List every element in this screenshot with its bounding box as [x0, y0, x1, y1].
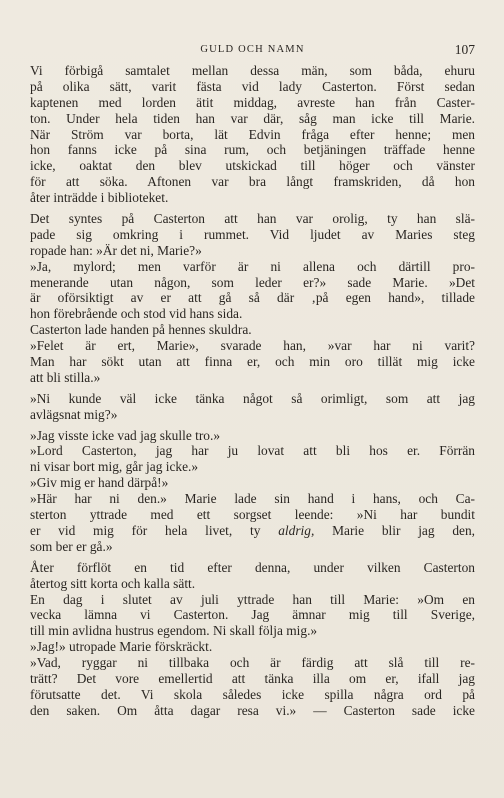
text-line: till min avlidna hustrus egendom. Ni skall följa mig.» [30, 623, 318, 639]
line-tail: Marie blir jag den, [332, 522, 476, 538]
text-line: vecka lämna vi Casterton. Jag ämnar mig till Sverige, [30, 607, 475, 623]
text-line: Det syntes på Casterton att han var orolig, ty han slä- [30, 211, 475, 227]
text-line: »Här har ni den.» Marie lade sin hand i hans, och Ca- [30, 491, 475, 507]
text-line: avlägsnat mig?» [30, 406, 118, 422]
text-line: ton. Under hela tiden han var där, såg man icke till Marie. [30, 110, 475, 126]
text-line: för att söka. Aftonen var bra långt framskriden, då hon [30, 174, 475, 190]
text-line: återtog sitt korta och kalla sätt. [30, 575, 196, 591]
page-header [30, 44, 475, 60]
text-line: »Vad, ryggar ni tillbaka och är färdig att slå till re- [30, 655, 475, 671]
text-line: menerande utan någon, som leder er?» sade Marie. »Det [30, 274, 475, 290]
text-line: När Ström var borta, lät Edvin fråga efter henne; men [30, 126, 475, 142]
text-line: »Jag visste icke vad jag skulle tro.» [30, 427, 221, 443]
text-line: den saken. Om åtta dagar resa vi.» — Casterton sade icke [30, 702, 475, 718]
text-line: »Felet är ert, Marie», svarade han, »var har ni varit? [30, 338, 475, 354]
text-line: ni visar bort mig, går jag icke.» [30, 459, 199, 475]
text-line: sterton yttrade med ett sorgset leende: »Ni har bundit [30, 507, 475, 523]
text-line: pade sig omkring i rummet. Vid ljudet av Maries steg [30, 226, 475, 242]
running-title: GULD OCH NAMN [200, 44, 305, 55]
text-line: hon förebrående och stod vid hans sida. [30, 306, 243, 322]
text-line: trätt? Det vore emellertid att tänka illa om er, ifall jag [30, 670, 475, 686]
text-line: Vi förbigå samtalet mellan dessa män, som båda, ehuru [30, 63, 475, 78]
text-line: »Jag!» utropade Marie förskräckt. [30, 639, 213, 655]
text-line: Casterton lade handen på hennes skuldra. [30, 322, 252, 338]
text-line: kaptenen med lorden ätit middag, avreste han från Caster- [30, 94, 475, 110]
body-text [30, 63, 475, 719]
text-line: Man har sökt utan att finna er, och min oro tillät mig icke [30, 354, 475, 370]
text-line: »Lord Casterton, jag har ju lovat att bli hos er. Förrän [30, 443, 475, 459]
text-line: förutsatte det. Vi skola således icke spilla några ord på [30, 686, 475, 702]
italic-word: aldrig, [278, 522, 315, 538]
text-line: att bli stilla.» [30, 369, 101, 385]
page-number: 107 [454, 42, 475, 57]
text-line: »Ni kunde väl icke tänka något så orimligt, som att jag [30, 390, 475, 406]
text-line-with-italic [30, 523, 475, 539]
text-line: åter inträdde i biblioteket. [30, 190, 169, 206]
text-line: En dag i slutet av juli yttrade han till Marie: »Om en [30, 591, 475, 607]
text-line: Åter förflöt en tid efter denna, under vilken Casterton [30, 559, 475, 575]
text-line: på olika sätt, varit fästa vid lady Casterton. Först sedan [30, 78, 475, 94]
line-head: er vid mig för hela livet, ty [30, 522, 261, 538]
text-line: som ber er gå.» [30, 538, 113, 554]
text-line: icke, oaktat den blev utskickad till höger och vänster [30, 158, 475, 174]
text-line: är oförsiktigt av er att gå så där ‚på egen hand», tillade [30, 290, 475, 306]
text-line: »Ja, mylord; men varför är ni allena och därtill pro- [30, 258, 475, 274]
text-line: hon fanns icke på sina rum, och betjäningen träffade henne [30, 142, 475, 158]
text-line: »Giv mig er hand därpå!» [30, 475, 169, 491]
text-line: ropade han: »Är det ni, Marie?» [30, 242, 202, 258]
